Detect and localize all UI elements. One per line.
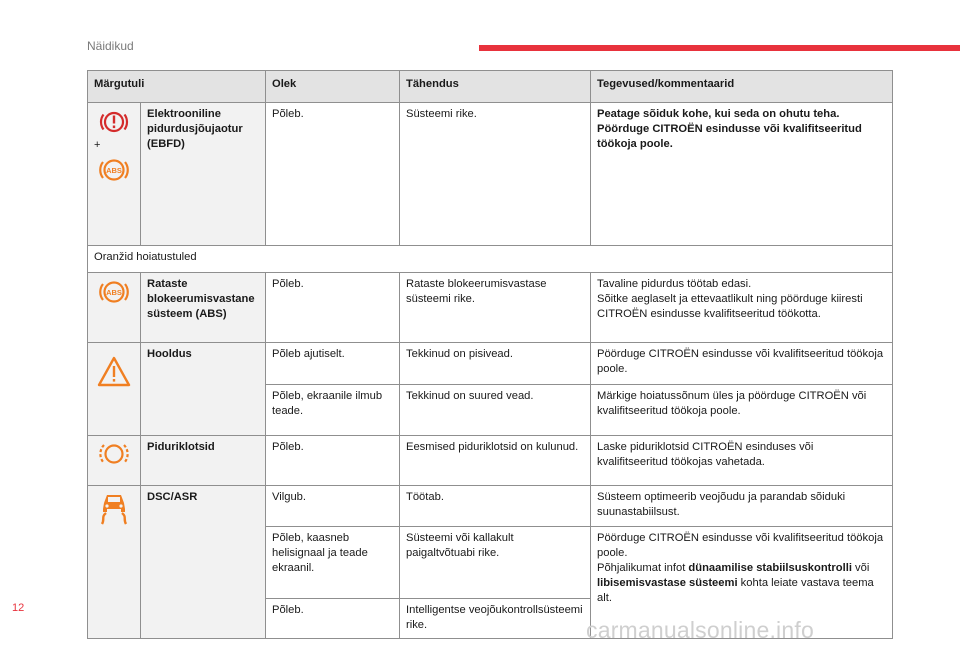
table-header-row [88, 71, 893, 103]
ebfd-icon-cell [88, 103, 141, 246]
pads-icon-cell [88, 436, 141, 486]
service-icon-cell [88, 343, 141, 436]
svg-text:ABS: ABS [106, 166, 122, 175]
ebfd-meaning: Süsteemi rike. [400, 103, 591, 246]
table-row-abs [88, 273, 893, 343]
service-state-1: Põleb ajutiselt. [266, 343, 400, 385]
dsc-action-1: Süsteem optimeerib veojõudu ja parandab sõiduki suunastabiilsust. [591, 486, 893, 527]
watermark: carmanualsonline.info [586, 617, 814, 643]
page-number: 12 [12, 602, 25, 614]
abs-icon-cell [88, 273, 141, 343]
section-title: Näidikud [87, 39, 134, 53]
header-meaning: Tähendus [400, 71, 591, 103]
dsc-action-line1: Pöörduge CITROËN esindusse või kvalifitseeritud töökoja poole. [597, 532, 884, 559]
ebfd-name: Elektrooniline pidurdusjõujaotur (EBFD) [141, 103, 266, 246]
dsc-action-pre: Põhjalikumat infot [597, 562, 689, 574]
dsc-meaning-1: Töötab. [400, 486, 591, 527]
dsc-action-bold2: libisemisvastase süsteemi [597, 577, 738, 589]
dsc-meaning-3: Intelligentse veojõukontrollsüsteemi rike. [400, 599, 591, 639]
service-action-1: Pöörduge CITROËN esindusse või kvalifitseeritud töökoja poole. [591, 343, 893, 385]
ebfd-state: Põleb. [266, 103, 400, 246]
table-row-service [88, 343, 893, 385]
dsc-state-3: Põleb. [266, 599, 400, 639]
pads-state: Põleb. [266, 436, 400, 486]
pads-action: Laske piduriklotsid CITROËN esinduses või kvalifitseeritud töökojas vahetada. [591, 436, 893, 486]
dsc-action-bold1: dünaamilise stabiilsuskontrolli [688, 562, 852, 574]
table-row-ebfd [88, 103, 893, 246]
dsc-name: DSC/ASR [141, 486, 266, 639]
abs-name: Rataste blokeerumisvastane süsteem (ABS) [141, 273, 266, 343]
service-action-2: Märkige hoiatussõnum üles ja pöörduge CITROËN või kvalifitseeritud töökoja poole. [591, 385, 893, 436]
header-accent-bar [479, 45, 960, 51]
skidding-car-icon [96, 490, 132, 526]
brake-warning-icon [97, 107, 131, 137]
abs-icon [97, 154, 131, 186]
table-group-row [88, 246, 893, 273]
indicator-table [87, 70, 893, 639]
dsc-action-post: kohta leiate vastava teema alt. [597, 577, 874, 604]
group-label: Oranžid hoiatustuled [88, 246, 893, 273]
abs-action-line1: Tavaline pidurdus töötab edasi. [597, 278, 752, 290]
dsc-state-1: Vilgub. [266, 486, 400, 527]
table-row-dsc [88, 486, 893, 527]
warning-triangle-icon [96, 355, 132, 389]
abs-action-line2: Sõitke aeglaselt ja ettevaatlikult ning pöörduge kiiresti CITROËN esindusse kvalifitseeritud töökotta. [597, 293, 863, 320]
ebfd-action: Peatage sõiduk kohe, kui seda on ohutu teha. Pöörduge CITROËN esindusse või kvalifitseeritud töökoja poole. [591, 103, 893, 246]
service-meaning-2: Tekkinud on suured vead. [400, 385, 591, 436]
dsc-action-line2 [597, 561, 886, 606]
service-meaning-1: Tekkinud on pisivead. [400, 343, 591, 385]
abs-action [591, 273, 893, 343]
header-state: Olek [266, 71, 400, 103]
pads-name: Piduriklotsid [141, 436, 266, 486]
svg-text:ABS: ABS [106, 288, 122, 297]
plus-sign: + [94, 139, 101, 151]
dsc-state-2: Põleb, kaasneb helisignaal ja teade ekraanil. [266, 527, 400, 599]
service-name: Hooldus [141, 343, 266, 436]
service-state-2: Põleb, ekraanile ilmub teade. [266, 385, 400, 436]
abs-meaning: Rataste blokeerumisvastase süsteemi rike. [400, 273, 591, 343]
pads-meaning: Eesmised piduriklotsid on kulunud. [400, 436, 591, 486]
abs-icon [97, 277, 131, 307]
dsc-icon-cell [88, 486, 141, 639]
dsc-action-mid: või [851, 562, 870, 574]
header-lamp: Märgutuli [88, 71, 266, 103]
header-actions: Tegevused/kommentaarid [591, 71, 893, 103]
brake-pads-icon [97, 440, 131, 468]
dsc-meaning-2: Süsteemi või kallakult paigaltvõtuabi rike. [400, 527, 591, 599]
table-row-pads [88, 436, 893, 486]
abs-state: Põleb. [266, 273, 400, 343]
